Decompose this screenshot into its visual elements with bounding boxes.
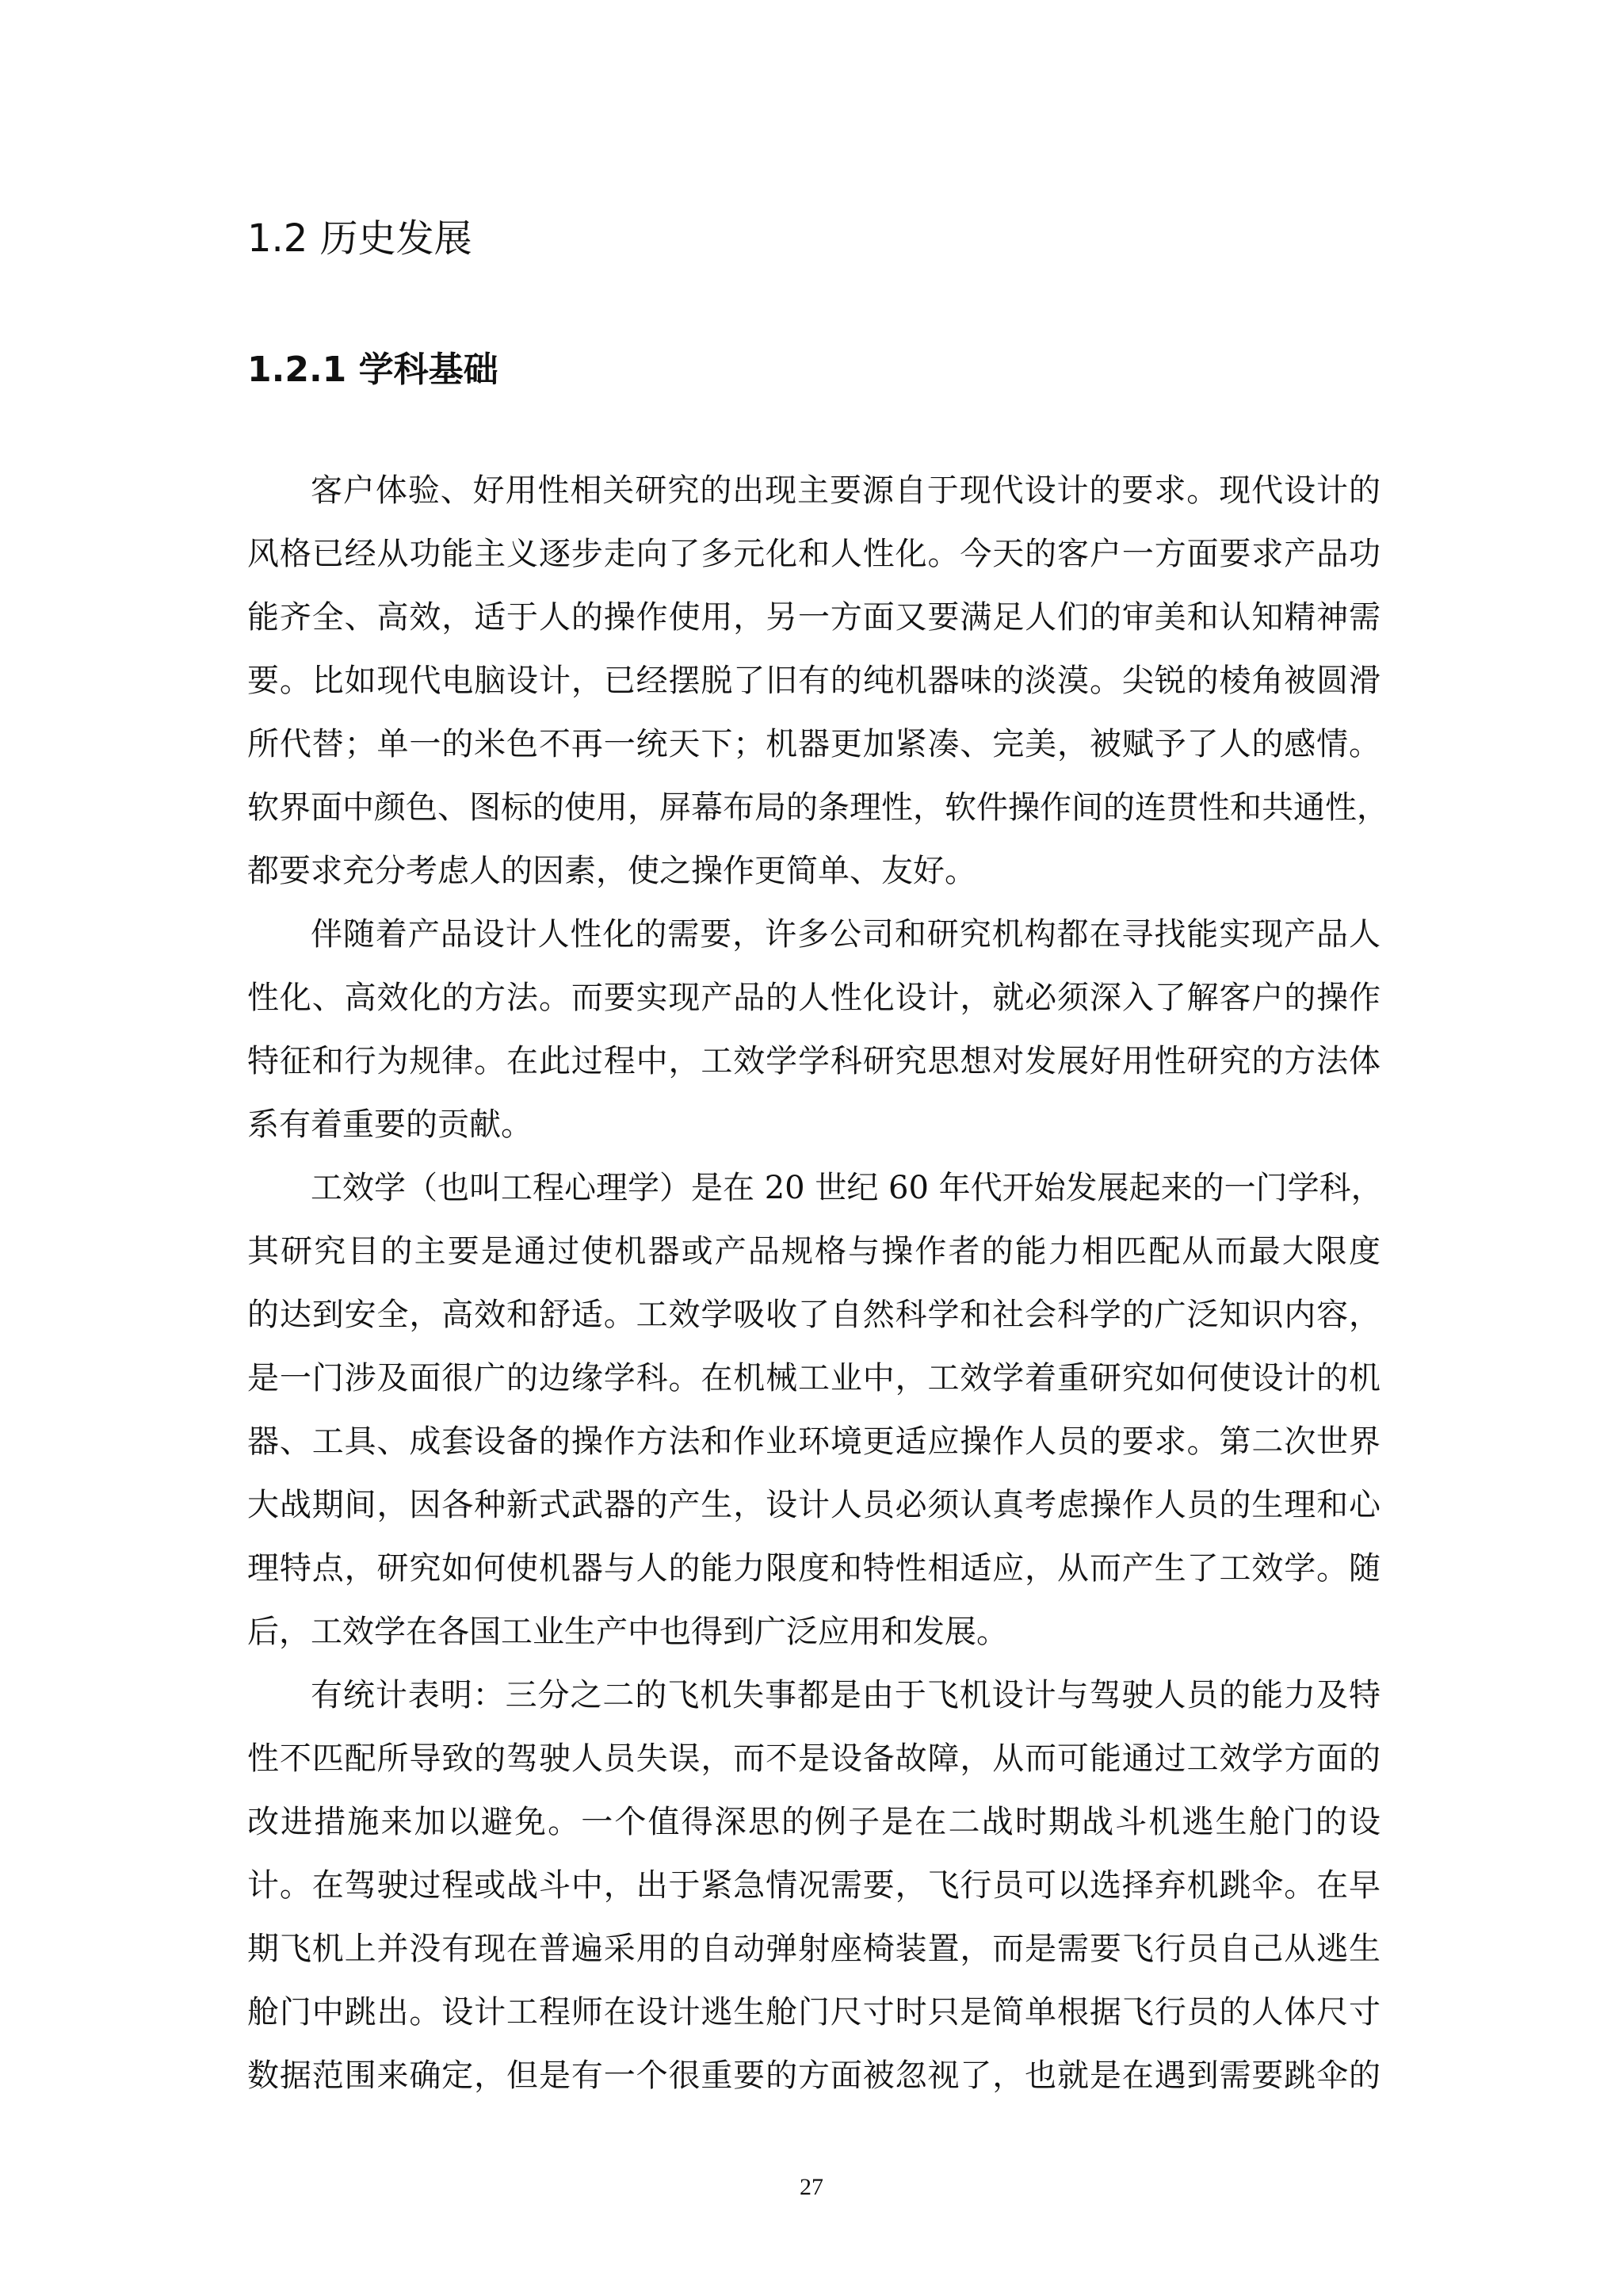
paragraph-line: 客户体验、好用性相关研究的出现主要源自于现代设计的要求。现代设计的: [311, 472, 1381, 509]
paragraph: [247, 903, 1381, 1156]
subsection-heading: 1.2.1 学科基础: [247, 350, 498, 390]
paragraph-line: 大战期间，因各种新式武器的产生，设计人员必须认真考虑操作人员的生理和心: [247, 1487, 1381, 1523]
paragraph-line: 风格已经从功能主义逐步走向了多元化和人性化。今天的客户一方面要求产品功: [247, 536, 1381, 572]
paragraph-line: 的达到安全，高效和舒适。工效学吸收了自然科学和社会科学的广泛知识内容，: [247, 1297, 1381, 1333]
paragraph-line: 有统计表明：三分之二的飞机失事都是由于飞机设计与驾驶人员的能力及特: [311, 1677, 1381, 1713]
paragraph-line: 特征和行为规律。在此过程中，工效学学科研究思想对发展好用性研究的方法体: [247, 1043, 1381, 1079]
paragraph-line: 伴随着产品设计人性化的需要，许多公司和研究机构都在寻找能实现产品人: [311, 916, 1381, 953]
paragraph-line: 改进措施来加以避免。一个值得深思的例子是在二战时期战斗机逃生舱门的设: [247, 1804, 1381, 1840]
section-heading: 1.2 历史发展: [247, 216, 472, 261]
paragraph-line: 要。比如现代电脑设计，已经摆脱了旧有的纯机器味的淡漠。尖锐的棱角被圆滑: [247, 663, 1381, 699]
body-text: [247, 459, 1388, 2107]
paragraph-line: 性不匹配所导致的驾驶人员失误，而不是设备故障，从而可能通过工效学方面的: [247, 1740, 1381, 1777]
paragraph-line: 理特点，研究如何使机器与人的能力限度和特性相适应，从而产生了工效学。随: [247, 1550, 1381, 1587]
paragraph-line: 数据范围来确定，但是有一个很重要的方面被忽视了，也就是在遇到需要跳伞的: [247, 2057, 1381, 2094]
paragraph-line: 是一门涉及面很广的边缘学科。在机械工业中，工效学着重研究如何使设计的机: [247, 1360, 1381, 1396]
paragraph: [247, 1664, 1381, 2107]
paragraph-line: 其研究目的主要是通过使机器或产品规格与操作者的能力相匹配从而最大限度: [247, 1233, 1381, 1270]
paragraph-line: 计。在驾驶过程或战斗中，出于紧急情况需要，飞行员可以选择弃机跳伞。在早: [247, 1867, 1381, 1904]
paragraph-line: 都要求充分考虑人的因素，使之操作更简单、友好。: [247, 853, 976, 889]
paragraph-line: 期飞机上并没有现在普遍采用的自动弹射座椅装置，而是需要飞行员自己从逃生: [247, 1931, 1381, 1967]
page-number: 27: [800, 2174, 823, 2200]
paragraph-line: 后，工效学在各国工业生产中也得到广泛应用和发展。: [247, 1614, 1008, 1650]
paragraph: [247, 1156, 1381, 1664]
paragraph-line: 系有着重要的贡献。: [247, 1106, 533, 1143]
paragraph-line: 舱门中跳出。设计工程师在设计逃生舱门尺寸时只是简单根据飞行员的人体尺寸: [247, 1994, 1381, 2030]
paragraph-line: 器、工具、成套设备的操作方法和作业环境更适应操作人员的要求。第二次世界: [247, 1423, 1381, 1460]
paragraph: [247, 459, 1388, 903]
paragraph-line: 所代替；单一的米色不再一统天下；机器更加紧凑、完美，被赋予了人的感情。: [247, 726, 1381, 762]
paragraph-line: 软界面中颜色、图标的使用，屏幕布局的条理性，软件操作间的连贯性和共通性，: [247, 789, 1388, 826]
paragraph-line: 能齐全、高效，适于人的操作使用，另一方面又要满足人们的审美和认知精神需: [247, 599, 1381, 636]
paragraph-line: 工效学（也叫工程心理学）是在 20 世纪 60 年代开始发展起来的一门学科，: [311, 1170, 1383, 1206]
paragraph-line: 性化、高效化的方法。而要实现产品的人性化设计，就必须深入了解客户的操作: [247, 980, 1381, 1016]
